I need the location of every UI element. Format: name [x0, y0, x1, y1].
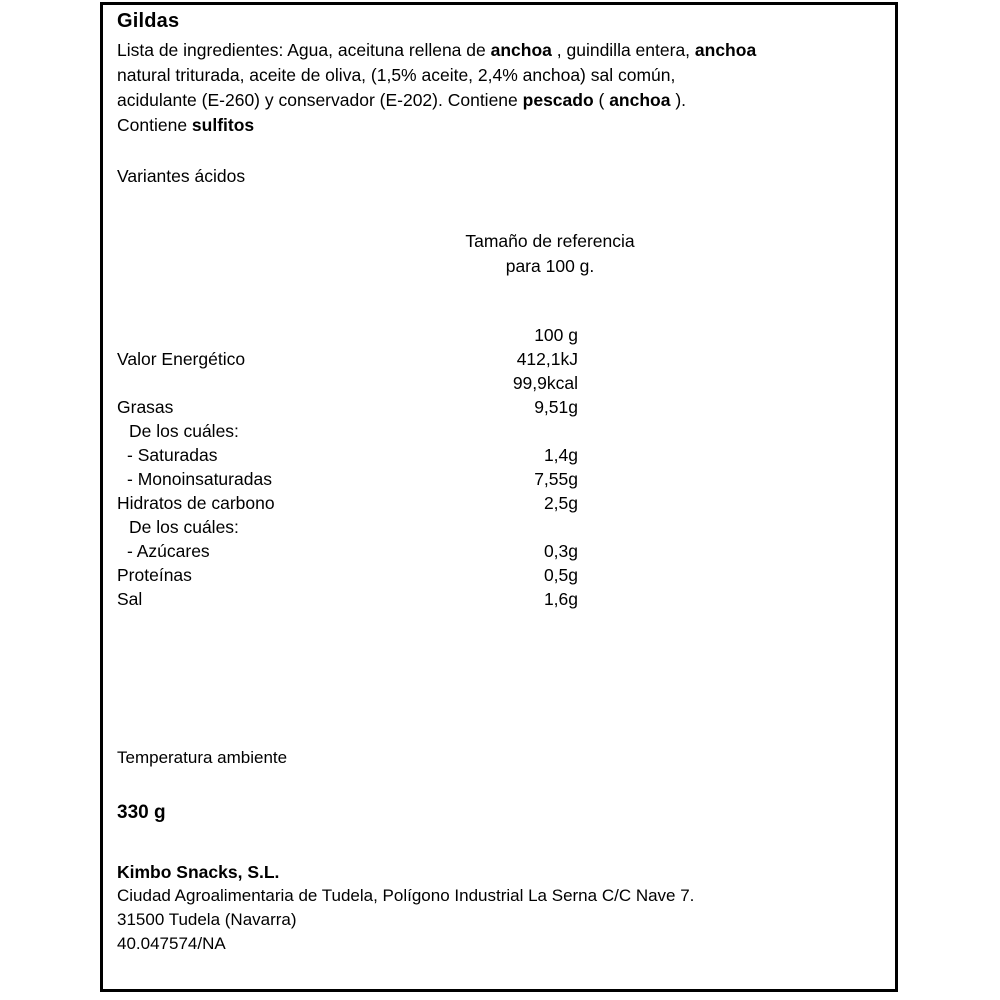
nutrition-row — [103, 587, 901, 611]
storage-instructions: Temperatura ambiente — [117, 748, 288, 767]
nutrition-row-value: 99,9kcal — [512, 373, 578, 393]
ingredients-text: , guindilla entera, — [551, 40, 695, 60]
manufacturer-block — [117, 860, 694, 956]
nutrition-row — [103, 395, 901, 419]
nutrition-row — [103, 371, 901, 395]
nutrition-row-label: Sal — [117, 589, 143, 609]
nutrition-row-value: 2,5g — [543, 493, 578, 513]
nutrition-row-label: Hidratos de carbono — [117, 493, 275, 513]
ingredients-line — [117, 113, 892, 138]
nutrition-row-value: 1,4g — [543, 445, 578, 465]
product-label-frame — [100, 2, 898, 992]
net-weight: 330 g — [117, 802, 166, 823]
nutrition-table — [103, 323, 901, 611]
nutrition-row-value: 412,1kJ — [516, 349, 578, 369]
nutrition-row-label: Proteínas — [117, 565, 192, 585]
label-content — [103, 5, 901, 995]
nutrition-row-label: - Monoinsaturadas — [127, 469, 272, 489]
reference-size-heading — [450, 229, 650, 279]
nutrition-row — [103, 419, 901, 443]
ingredients-line — [117, 88, 892, 113]
nutrition-row — [103, 467, 901, 491]
ingredients-text: Lista de ingredientes: Agua, aceituna rellena de — [117, 40, 491, 60]
allergen-highlight: anchoa — [609, 90, 671, 110]
nutrition-row-value: 7,55g — [534, 469, 578, 489]
manufacturer-address-line-2: 31500 Tudela (Navarra) — [117, 910, 297, 929]
manufacturer-address-line-1: Ciudad Agroalimentaria de Tudela, Polígono Industrial La Serna C/C Nave 7. — [117, 886, 695, 905]
nutrition-row — [103, 515, 901, 539]
variants-label: Variantes ácidos — [117, 166, 246, 186]
reference-size-line2: para 100 g. — [505, 256, 595, 276]
nutrition-row-label: - Azúcares — [127, 541, 210, 561]
nutrition-row — [103, 443, 901, 467]
ingredients-text: Contiene — [117, 115, 192, 135]
manufacturer-registration-code: 40.047574/NA — [117, 934, 226, 953]
nutrition-row — [103, 539, 901, 563]
ingredients-line — [117, 38, 892, 63]
reference-size-line1: Tamaño de referencia — [465, 231, 635, 251]
manufacturer-name: Kimbo Snacks, S.L. — [117, 862, 280, 882]
nutrition-row-value: 9,51g — [534, 397, 578, 417]
allergen-highlight: sulfitos — [191, 115, 255, 135]
allergen-highlight: pescado — [522, 90, 594, 110]
nutrition-row — [103, 491, 901, 515]
nutrition-row-label: Grasas — [117, 397, 174, 417]
nutrition-row-value: 1,6g — [543, 589, 578, 609]
ingredients-text: acidulante (E-260) y conservador (E-202). Contiene — [117, 90, 523, 110]
nutrition-column-header: 100 g — [534, 325, 578, 345]
nutrition-row — [103, 323, 901, 347]
nutrition-row-value: 0,3g — [543, 541, 578, 561]
page-title: Gildas — [117, 10, 180, 32]
ingredients-paragraph — [117, 38, 892, 138]
nutrition-row-value: 0,5g — [543, 565, 578, 585]
allergen-highlight: anchoa — [490, 40, 552, 60]
nutrition-row-label: De los cuáles: — [129, 517, 239, 537]
ingredients-text: ). — [670, 90, 687, 110]
nutrition-row-label: - Saturadas — [127, 445, 218, 465]
ingredients-text: natural triturada, aceite de oliva, (1,5% aceite, 2,4% anchoa) sal común, — [117, 65, 676, 85]
nutrition-row-label: De los cuáles: — [129, 421, 239, 441]
nutrition-row — [103, 347, 901, 371]
allergen-highlight: anchoa — [694, 40, 757, 60]
ingredients-text: ( — [593, 90, 610, 110]
nutrition-row-label: Valor Energético — [117, 349, 246, 369]
ingredients-line — [117, 63, 892, 88]
nutrition-row — [103, 563, 901, 587]
